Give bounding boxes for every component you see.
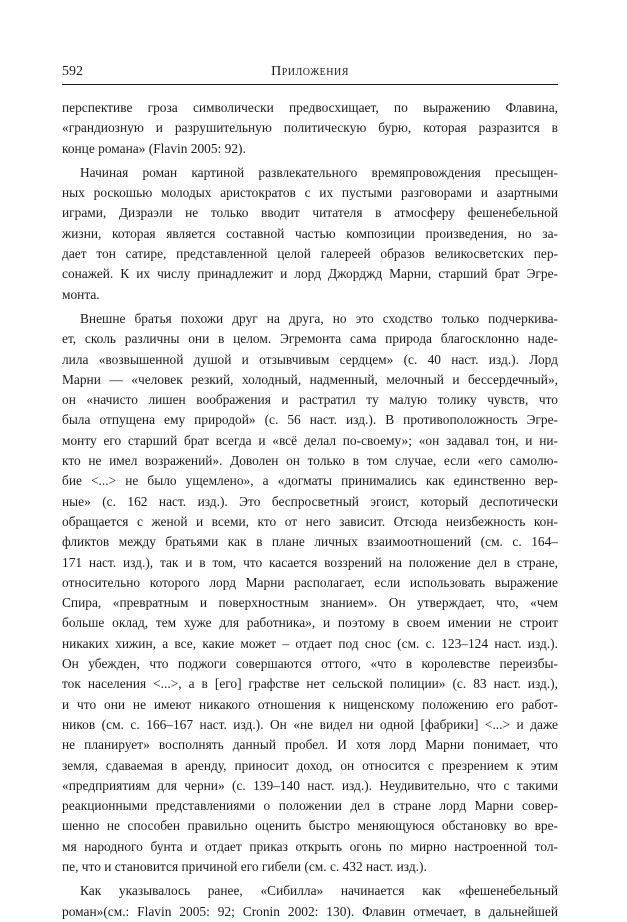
text-line: ных роскошью молодых аристократов с их пустыми разговорами и азартными xyxy=(62,185,558,201)
text-line: конце романа» (Flavin 2005: 92). xyxy=(62,140,246,156)
section-title: Приложения xyxy=(271,64,349,79)
text-line: обращается с женой и всеми, кто от него зависит. Отсюда неизбежность кон- xyxy=(62,513,558,529)
paragraph-2 xyxy=(62,163,558,305)
text-line: ников (см. с. 166–167 наст. изд.). Он «не видел ни одной [фабрики] <...> и даже xyxy=(62,716,558,732)
text-line: бие <...> не было ущемлено», а «догматы принимались как единственно вер- xyxy=(62,473,558,489)
text-line: играми, Дизраэли не только вводит читателя в атмосферу фешенебельной xyxy=(62,205,558,221)
text-line: Начиная роман картиной развлекательного времяпровождения пресыщен- xyxy=(80,164,558,180)
text-line: он «начисто лишен воображения и растратил ту малую толику чувств, что xyxy=(62,392,558,408)
text-line: Внешне братья похожи друг на друга, но это сходство только подчеркива- xyxy=(80,310,558,326)
text-line: никаких хижин, а все, какие может – отдает под снос (см. с. 123–124 наст. изд.). xyxy=(62,635,558,651)
text-line: лила «возвышенной душой и отзывчивым сердцем» (с. 40 наст. изд.). Лорд xyxy=(62,351,558,367)
text-line: жизни, которая является составной частью композиции произведения, но за- xyxy=(62,225,558,241)
text-line: относительно которого лорд Марни располагает, если использовать выражение xyxy=(62,574,558,590)
text-line: была отпущена ему природой» (с. 56 наст. изд.). В противоположность Эгре- xyxy=(62,412,558,428)
text-line: не планирует» восполнять данный пробел. И хотя лорд Марни понимает, что xyxy=(62,737,558,753)
text-line: монта. xyxy=(62,286,100,302)
text-line: сонажей. К их числу принадлежит и лорд Джорджд Марни, старший брат Эгре- xyxy=(62,266,558,282)
text-line: реакционными представлениями о положении дел в стране лорд Марни совер- xyxy=(62,798,558,814)
page-number: 592 xyxy=(62,64,83,79)
text-line: «грандиозную и разрушительную политическую бурю, которая разразится в xyxy=(62,120,558,136)
text-line: перспективе гроза символически предвосхищает, по выражению Флавина, xyxy=(62,100,558,115)
text-line: мя народного бунта и отдает приказ открыть огонь по мирно настроенной тол- xyxy=(62,838,558,854)
paragraph-4 xyxy=(62,881,558,922)
text-line: Марни — «человек резкий, холодный, надменный, мелочный и бессердечный», xyxy=(62,371,558,387)
text-line: кто не имел возражений». Доволен он только в том случае, если «его самолю- xyxy=(62,453,558,469)
text-line: роман»(см.: Flavin 2005: 92; Cronin 2002: 130). Флавин отмечает, в дальнейшей xyxy=(62,903,558,919)
text-line: ет, сколь различны они в целом. Эгремонта сама природа благосклонно наде- xyxy=(62,331,558,347)
text-line: «предприятиям для черни» (с. 139–140 наст. изд.). Неудивительно, что с такими xyxy=(62,777,558,793)
text-line: Он убежден, что поджоги совершаются оттого, «что в королевстве переизбы- xyxy=(62,656,558,672)
text-line: фликтов между братьями как в плане личных взаимоотношений (см. с. 164– xyxy=(62,534,558,550)
paragraph-3 xyxy=(62,309,558,877)
text-line: и что они не имеют никакого отношения к нищенскому положению его работ- xyxy=(62,696,558,712)
text-line: шенно не способен правильно оценить быстро меняющуюся обстановку во вре- xyxy=(62,818,558,834)
text-line: ные» (с. 162 наст. изд.). Это беспросветный эгоист, который деспотически xyxy=(62,493,558,509)
text-line: монту его старший брат всегда и «всё делал по-своему»; «он задавал тон, и ни- xyxy=(62,432,558,448)
text-line: Как указывалось ранее, «Сибилла» начинается как «фешенебельный xyxy=(80,883,558,899)
text-line: Спира, «превратным и поверхностным знанием». Он утверждает, что, «чем xyxy=(62,595,558,611)
paragraph-1 xyxy=(62,98,558,159)
header-rule xyxy=(62,84,558,85)
text-line: пе, что и становится причиной его гибели (см. с. 432 наст. изд.). xyxy=(62,858,427,874)
text-line: больше оклад, тем хуже для работника», и поэтому в своем имении не строит xyxy=(62,615,558,631)
running-head xyxy=(62,62,558,82)
text-line: ток населения <...>, а в [его] графстве нет сельской полиции» (с. 83 наст. изд.), xyxy=(62,676,558,692)
text-line: земля, сдаваемая в аренду, приносит доход, он относится с презрением к этим xyxy=(62,757,558,773)
text-line: 171 наст. изд.), так и в том, что касается воззрений на положение дел в стране, xyxy=(62,554,558,570)
body-text xyxy=(62,98,558,922)
text-line: дает тон сатире, представленной целой галереей образов великосветских пер- xyxy=(62,246,558,262)
